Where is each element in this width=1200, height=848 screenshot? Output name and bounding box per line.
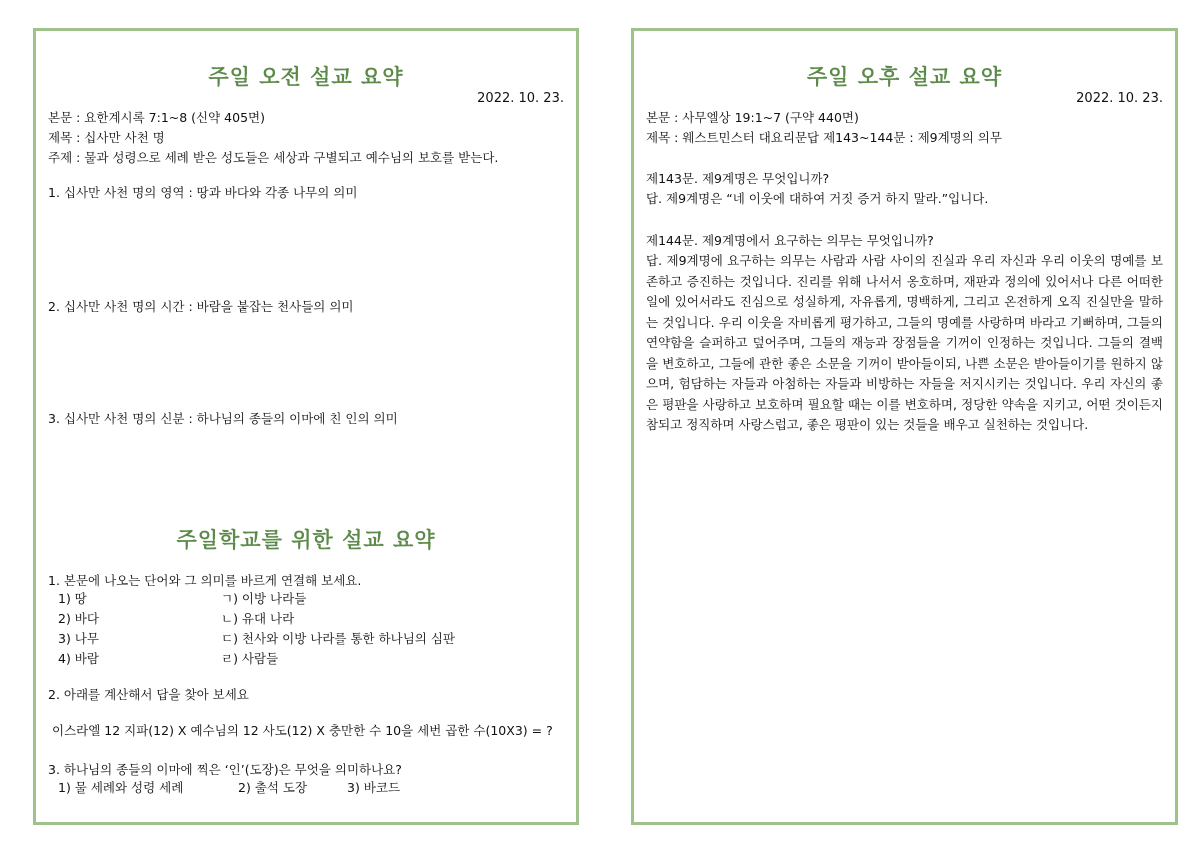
sunday-school-title: 주일학교를 위한 설교 요약 <box>176 528 436 552</box>
morning-subject-line: 제목 : 십사만 사천 명 <box>48 130 165 145</box>
q1-left-item: 4) 바람 <box>58 651 99 666</box>
morning-title: 주일 오전 설교 요약 <box>208 65 404 89</box>
sunday-school-q3: 3. 하나님의 종들의 이마에 찍은 ‘인’(도장)은 무엇을 의미하나요? <box>48 762 402 777</box>
q3-option: 3) 바코드 <box>347 780 401 795</box>
q1-right-item: ㄷ) 천사와 이방 나라를 통한 하나님의 심판 <box>221 631 455 646</box>
q3-option: 1) 물 세례와 성령 세례 <box>58 780 184 795</box>
morning-sermon-panel <box>33 28 579 825</box>
afternoon-sermon-panel <box>631 28 1178 825</box>
sunday-school-q2-formula: 이스라엘 12 지파(12) X 예수님의 12 사도(12) X 충만한 수 10을 세번 곱한 수(10X3) = ? <box>52 723 553 738</box>
q1-right-item: ㄱ) 이방 나라들 <box>221 591 307 606</box>
sunday-school-q1: 1. 본문에 나오는 단어와 그 의미를 바르게 연결해 보세요. <box>48 573 362 588</box>
answer-144: 답. 제9계명에 요구하는 의무는 사람과 사람 사이의 진실과 우리 자신과 우리 이웃의 명예를 보존하고 증진하는 것입니다. 진리를 위해 나서서 옹호하며, 재판과 정의에 있어서나 다른 어떠한 일에 있어서라도 진심으로 성실하게, 자유롭게, 명백하게, 그리고 온전하게 오직 진실만을 말하는 것입니다. 우리 이웃을 자비롭게 평가하고, 그들의 명예를 사랑하며 바라고 기뻐하며, 그들의 연약함을 슬퍼하고 덮어주며, 그들의 재능과 장점들을 기꺼이 인정하는 것입니다. 그들의 결백을 변호하고, 그들에 관한 좋은 소문을 기꺼이 받아들이되, 나쁜 소문은 받아들이기를 원하지 않으며, 험담하는 자들과 아첨하는 자들과 비방하는 자들을 저지시키는 것입니다. 우리 자신의 좋은 평판을 사랑하고 보호하며 필요할 때는 이를 변호하며, 정당한 약속을 지키고, 어떤 것이든지 참되고 정직하며 사랑스럽고, 좋은 평판이 있는 것들을 배우고 실천하는 것입니다. <box>646 253 1163 432</box>
afternoon-subject-line: 제목 : 웨스트민스터 대요리문답 제143~144문 : 제9계명의 의무 <box>646 130 1002 145</box>
q1-left-item: 3) 나무 <box>58 631 99 646</box>
q1-left-item: 1) 땅 <box>58 591 87 606</box>
morning-point-3: 3. 십사만 사천 명의 신분 : 하나님의 종들의 이마에 친 인의 의미 <box>48 411 398 426</box>
question-143: 제143문. 제9계명은 무엇입니까? <box>646 171 830 186</box>
morning-text-line: 본문 : 요한계시록 7:1~8 (신약 405면) <box>48 110 265 125</box>
answer-143: 답. 제9계명은 “네 이웃에 대하여 거짓 증거 하지 말라.”입니다. <box>646 191 989 206</box>
morning-point-1: 1. 십사만 사천 명의 영역 : 땅과 바다와 각종 나무의 의미 <box>48 185 358 200</box>
q1-right-item: ㄹ) 사람들 <box>221 651 279 666</box>
q3-option: 2) 출석 도장 <box>238 780 308 795</box>
q1-left-item: 2) 바다 <box>58 611 99 626</box>
sunday-school-q2: 2. 아래를 계산해서 답을 찾아 보세요 <box>48 687 249 702</box>
morning-point-2: 2. 십사만 사천 명의 시간 : 바람을 붙잡는 천사들의 의미 <box>48 299 354 314</box>
afternoon-date: 2022. 10. 23. <box>1076 91 1163 106</box>
afternoon-text-line: 본문 : 사무엘상 19:1~7 (구약 440면) <box>646 110 859 125</box>
morning-date: 2022. 10. 23. <box>477 91 564 106</box>
q1-right-item: ㄴ) 유대 나라 <box>221 611 295 626</box>
morning-theme-line: 주제 : 물과 성령으로 세례 받은 성도들은 세상과 구별되고 예수님의 보호를 받는다. <box>48 150 499 165</box>
question-144: 제144문. 제9계명에서 요구하는 의무는 무엇입니까? <box>646 233 934 248</box>
afternoon-title: 주일 오후 설교 요약 <box>806 65 1003 89</box>
